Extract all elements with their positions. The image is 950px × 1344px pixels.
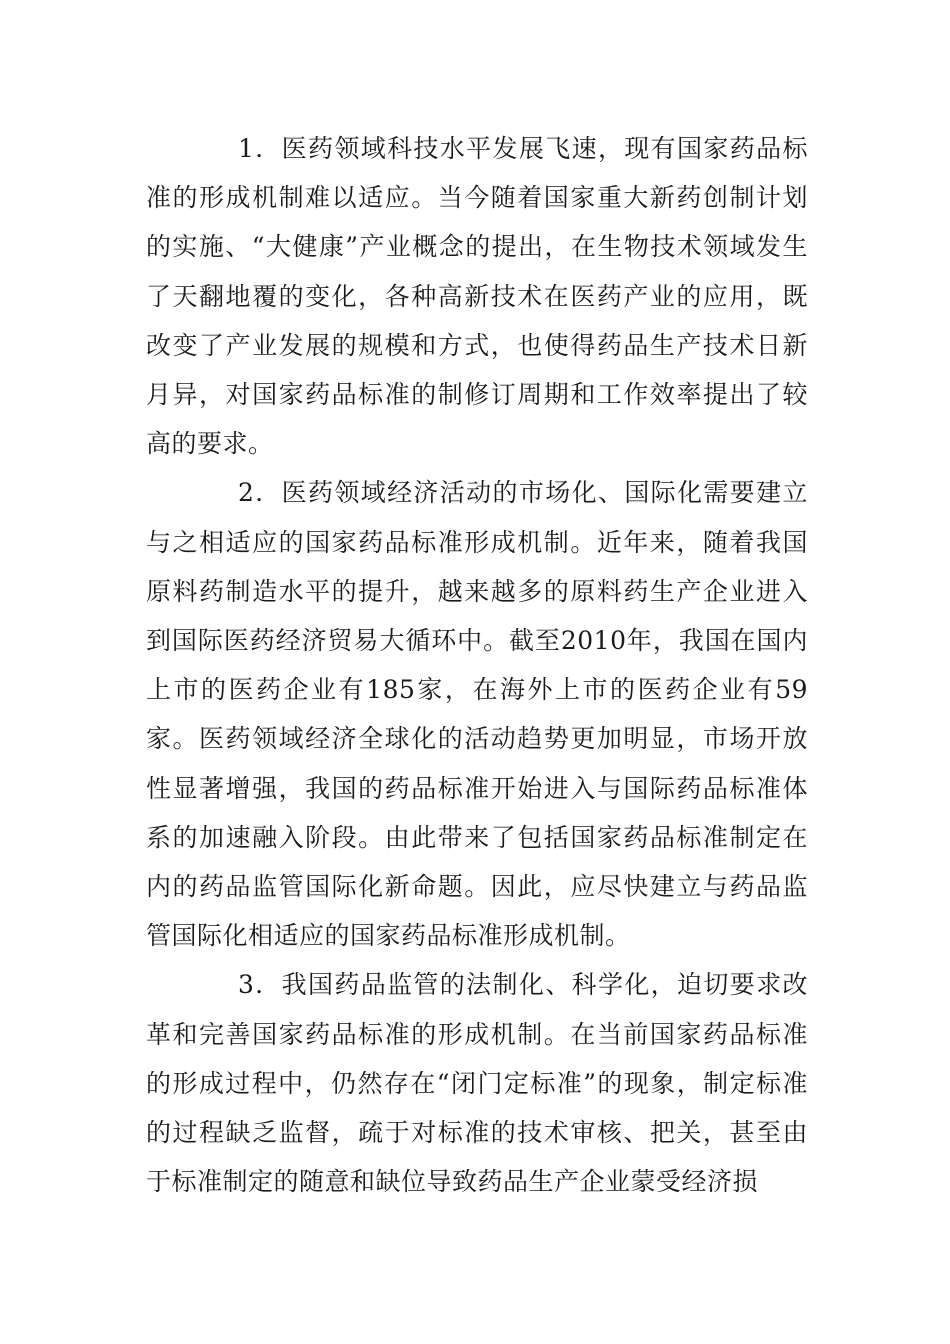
paragraph-3: 3．我国药品监管的法制化、科学化，迫切要求改革和完善国家药品标准的形成机制。在当前国家药品标准的形成过程中，仍然存在“闭门定标准”的现象，制定标准的过程缺乏监督，疏于对标准的技术审核、把关，甚至由于标准制定的随意和缺位导致药品生产企业蒙受经济损: [146, 970, 808, 1197]
paragraph-1: 1．医药领域科技水平发展飞速，现有国家药品标准的形成机制难以适应。当今随着国家重大新药创制计划的实施、“大健康”产业概念的提出，在生物技术领域发生了天翻地覆的变化，各种高新技术在医药产业的应用，既改变了产业发展的规模和方式，也使得药品生产技术日新月异，对国家药品标准的制修订周期和工作效率提出了较高的要求。: [146, 134, 808, 459]
document-body: [146, 124, 808, 1206]
paragraph-2: 2．医药领域经济活动的市场化、国际化需要建立与之相适应的国家药品标准形成机制。近年来，随着我国原料药制造水平的提升，越来越多的原料药生产企业进入到国际医药经济贸易大循环中。截至2010年，我国在国内上市的医药企业有185家，在海外上市的医药企业有59家。医药领域经济全球化的活动趋势更加明显，市场开放性显著增强，我国的药品标准开始进入与国际药品标准体系的加速融入阶段。由此带来了包括国家药品标准制定在内的药品监管国际化新命题。因此，应尽快建立与药品监管国际化相适应的国家药品标准形成机制。: [146, 478, 808, 951]
